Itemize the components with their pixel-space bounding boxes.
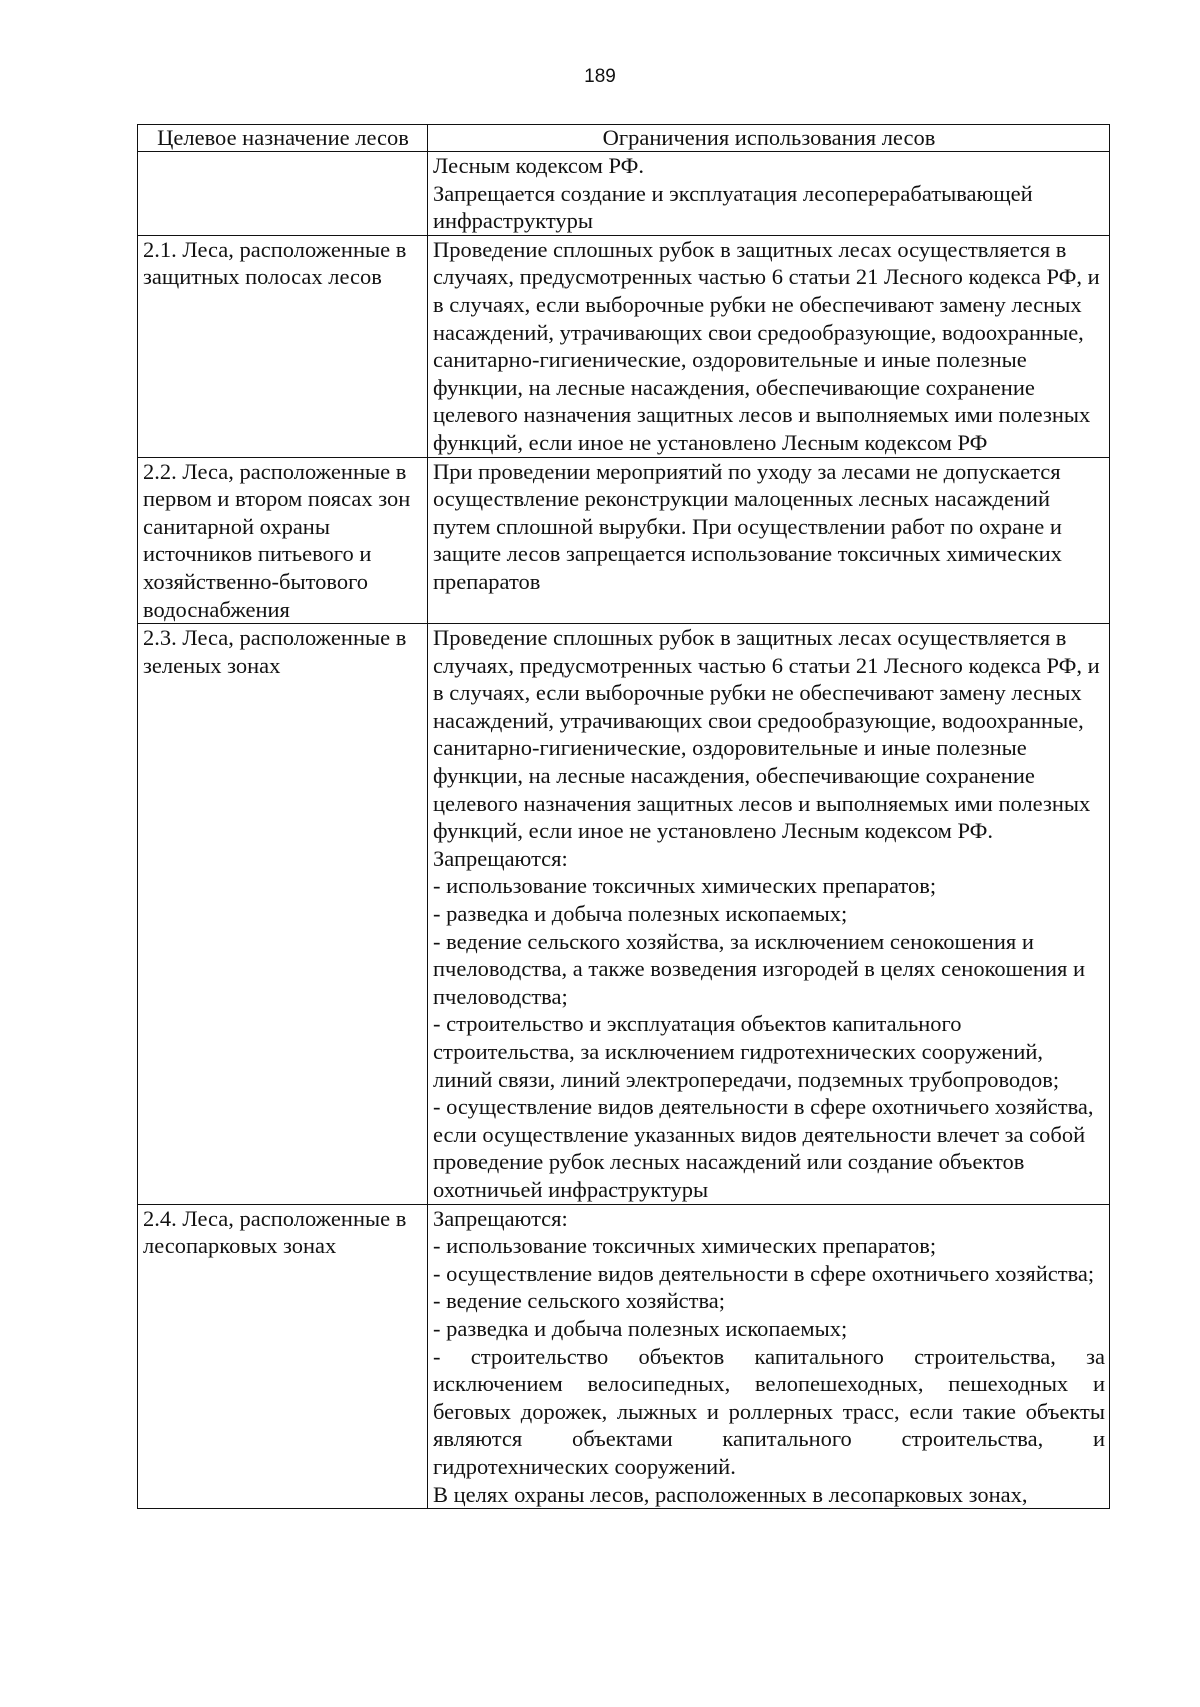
column-header-restrictions: Ограничения использования лесов (428, 125, 1110, 152)
table-header-row (138, 125, 1110, 152)
restrictions-cell (428, 624, 1110, 1204)
restrictions-cell (428, 152, 1110, 236)
restriction-list-item: - строительство и эксплуатация объектов капитального строительства, за исключением гидротехнических сооружений, линий связи, линий электропередачи, подземных трубопроводов; (433, 1011, 1060, 1092)
restrictions-cell (428, 1204, 1110, 1509)
column-header-purpose: Целевое назначение лесов (138, 125, 428, 152)
purpose-cell (138, 152, 428, 236)
restriction-list-item: - использование токсичных химических препаратов; (433, 873, 937, 899)
restrictions-cell (428, 457, 1110, 624)
restriction-list-item: - строительство объектов капитального строительства, за исключением велосипедных, велопешеходных, пешеходных и беговых дорожек, лыжных и роллерных трасс, если такие объекты являются объектами капитального строительства, и гидротехнических сооружений. (433, 1343, 1105, 1479)
purpose-cell: 2.3. Леса, расположенные в зеленых зонах (138, 624, 428, 1204)
restriction-list-item: - ведение сельского хозяйства, за исключением сенокошения и пчеловодства, а также возведения изгородей в целях сенокошения и пчеловодства; (433, 928, 1086, 1009)
restriction-list-item: - осуществление видов деятельности в сфере охотничьего хозяйства; (433, 1260, 1095, 1286)
page-number: 189 (584, 66, 616, 87)
restriction-list-item: - осуществление видов деятельности в сфере охотничьего хозяйства, если осуществление указанных видов деятельности влечет за собой проведение рубок лесных насаждений или создание объектов охотничьей инфраструктуры (433, 1094, 1094, 1202)
restriction-paragraph: Проведение сплошных рубок в защитных лесах осуществляется в случаях, предусмотренных частью 6 статьи 21 Лесного кодекса РФ, и в случаях, если выборочные рубки не обеспечивают замену лесных насаждений, утрачивающих свои средообразующие, водоохранные, санитарно-гигиенические, оздоровительные и иные полезные функции, на лесные насаждения, обеспечивающие сохранение целевого назначения защитных лесов и выполняемых ими полезных функций, если иное не установлено Лесным кодексом РФ. (433, 625, 1100, 844)
restriction-paragraph: Проведение сплошных рубок в защитных лесах осуществляется в случаях, предусмотренных частью 6 статьи 21 Лесного кодекса РФ, и в случаях, если выборочные рубки не обеспечивают замену лесных насаждений, утрачивающих свои средообразующие, водоохранные, санитарно-гигиенические, оздоровительные и иные полезные функции, на лесные насаждения, обеспечивающие сохранение целевого назначения защитных лесов и выполняемых ими полезных функций, если иное не установлено Лесным кодексом РФ (433, 236, 1100, 455)
restriction-list-item: - разведка и добыча полезных ископаемых; (433, 1315, 848, 1341)
purpose-cell: 2.2. Леса, расположенные в первом и втором поясах зон санитарной охраны источников питьевого и хозяйственно-бытового водоснабжения (138, 457, 428, 624)
restriction-paragraph: Лесным кодексом РФ. (433, 153, 645, 178)
table-row (138, 457, 1110, 624)
restriction-paragraph: При проведении мероприятий по уходу за лесами не допускается осуществление реконструкции малоценных лесных насаждений путем сплошной вырубки. При осуществлении работ по охране и защите лесов запрещается использование токсичных химических препаратов (433, 458, 1062, 594)
restrictions-cell (428, 235, 1110, 457)
table-row (138, 235, 1110, 457)
purpose-cell: 2.1. Леса, расположенные в защитных полосах лесов (138, 235, 428, 457)
purpose-cell: 2.4. Леса, расположенные в лесопарковых зонах (138, 1204, 428, 1509)
table-row (138, 624, 1110, 1204)
restriction-list-item: - ведение сельского хозяйства; (433, 1288, 726, 1314)
forest-restrictions-table (137, 124, 1110, 1509)
restriction-list-item: - разведка и добыча полезных ископаемых; (433, 901, 848, 927)
table-row (138, 1204, 1110, 1509)
restriction-paragraph: Запрещаются: (433, 845, 568, 871)
restriction-paragraph: В целях охраны лесов, расположенных в лесопарковых зонах, (433, 1481, 1028, 1507)
table-row (138, 152, 1110, 236)
restriction-paragraph: Запрещаются: (433, 1205, 568, 1231)
restriction-list-item: - использование токсичных химических препаратов; (433, 1233, 937, 1259)
restriction-paragraph: Запрещается создание и эксплуатация лесоперерабатывающей инфраструктуры (433, 180, 1033, 234)
